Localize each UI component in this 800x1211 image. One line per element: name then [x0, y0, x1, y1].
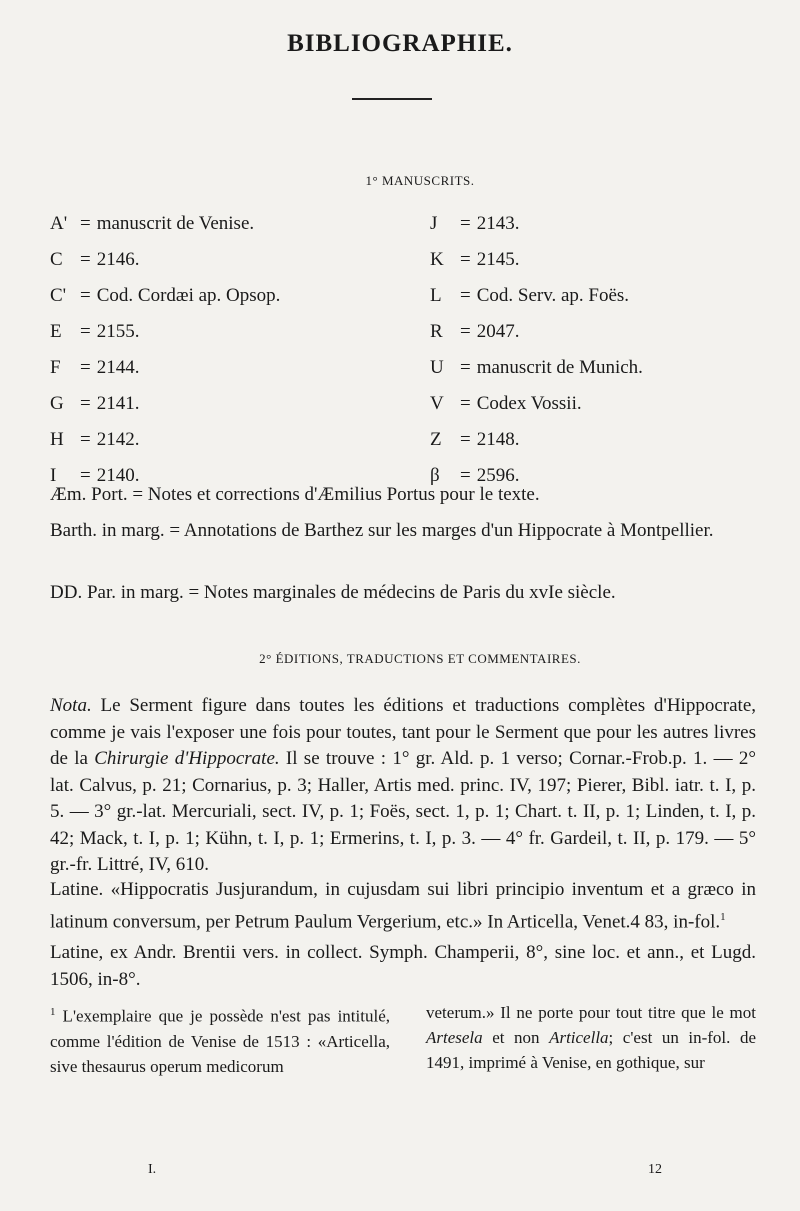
- footnote-left-text: L'exemplaire que je possède n'est pas intitulé, comme l'édition de Venise de 1513 : «Articella, sive thesaurus operum medicorum: [50, 1006, 390, 1076]
- manuscript-sigil: C': [50, 285, 67, 306]
- manuscript-equals: =: [80, 393, 91, 414]
- manuscript-description: 2140.: [96, 465, 140, 486]
- manuscript-sigil: U: [430, 357, 444, 378]
- latine-1-text: Latine. «Hippocratis Jusjurandum, in cujusdam sui libri principio inventum et a græco in latinum conversum, per Petrum Paulum Vergerium, etc.» In Articella, Venet.4 83, in-fol.: [50, 879, 756, 932]
- manuscript-entry-left: [50, 429, 139, 451]
- manuscript-sigil: β: [430, 465, 440, 486]
- manuscript-sigil: F: [50, 357, 61, 378]
- footnote-marker: 1: [50, 1006, 56, 1018]
- manuscript-sigil: I: [50, 465, 57, 486]
- footnote-left-column: [50, 1000, 390, 1079]
- manuscript-sigil: J: [430, 213, 438, 234]
- manuscript-equals: =: [460, 393, 471, 414]
- manuscript-entry-left: [50, 213, 254, 235]
- folio-signature: I.: [148, 1162, 157, 1177]
- nota-italic: Chirurgie d'Hippocrate.: [94, 748, 280, 769]
- page-title: BIBLIOGRAPHIE.: [287, 30, 513, 57]
- nota-paragraph: [50, 693, 756, 879]
- footnote-right-a: veterum.» Il ne porte pour tout titre que le mot: [426, 1003, 756, 1022]
- manuscript-entry-left: [50, 285, 280, 307]
- section-heading-editions: 2° ÉDITIONS, TRADUCTIONS ET COMMENTAIRES.: [259, 651, 581, 666]
- folio-page-number: 12: [648, 1162, 662, 1177]
- manuscript-equals: =: [460, 321, 471, 342]
- manuscript-entry-right: [430, 213, 519, 235]
- footnote-right-c: ; c'est un in-fol. de 1491, imprimé à Venise, en gothique, sur: [426, 1028, 756, 1072]
- manuscript-equals: =: [80, 429, 91, 450]
- manuscript-entry-right: [430, 429, 519, 451]
- nota-text-b: Il se trouve : 1° gr. Ald. p. 1 verso; Cornar.-Frob.p. 1. — 2° lat. Calvus, p. 21; Cornarius, p. 3; Haller, Artis med. princ. IV, 197; Pierer, Bibl. iatr. t. I, p. 5. — 3° gr.-lat. Mercuriali, sect. IV, p. 1; Foës, sect. 1, p. 1; Chart. t. II, p. 1; Linden, t. I, p. 42; Mack, t. I, p. 1; Kühn, t. I, p. 1; Ermerins, t. I, p. 3. — 4° fr. Gardeil, t. II, p. 179. — 5° gr.-fr. Littré, IV, 610.: [50, 748, 756, 875]
- manuscript-entry-left: [50, 357, 139, 379]
- manuscript-equals: =: [460, 285, 471, 306]
- manuscript-equals: =: [460, 465, 471, 486]
- manuscript-equals: =: [460, 357, 471, 378]
- manuscript-sigil: R: [430, 321, 443, 342]
- manuscript-entry-left: [50, 321, 139, 343]
- footnote-right-b: et non: [482, 1028, 550, 1047]
- manuscript-equals: =: [80, 465, 91, 486]
- nota-text-a: Le Serment figure dans toutes les éditions et traductions complètes d'Hippocrate, comme je vais l'exposer une fois pour toutes, tant pour le Serment que pour les autres livres de la: [50, 695, 756, 769]
- manuscript-sigil: H: [50, 429, 64, 450]
- manuscript-equals: =: [80, 249, 91, 270]
- footnote-right-i2: Articella: [549, 1028, 609, 1047]
- latine-1-paragraph: [50, 877, 756, 935]
- manuscript-sigil: E: [50, 321, 62, 342]
- manuscript-description: 2145.: [476, 249, 520, 270]
- manuscript-equals: =: [460, 249, 471, 270]
- footnote-ref: 1: [720, 910, 726, 923]
- manuscript-description: 2141.: [96, 393, 140, 414]
- manuscript-description: 2155.: [96, 321, 140, 342]
- manuscript-sigil: C: [50, 249, 63, 270]
- manuscript-description: manuscrit de Venise.: [96, 213, 255, 234]
- manuscript-description: 2142.: [96, 429, 140, 450]
- manuscript-entry-right: [430, 393, 582, 415]
- manuscript-entry-right: [430, 249, 519, 271]
- manuscript-sigil: L: [430, 285, 442, 306]
- manuscript-description: 2047.: [476, 321, 520, 342]
- manuscript-entry-right: [430, 357, 643, 379]
- section-heading-manuscripts: 1° MANUSCRITS.: [365, 173, 475, 188]
- manuscript-sigil: A': [50, 213, 68, 234]
- manuscript-equals: =: [80, 321, 91, 342]
- manuscript-equals: =: [460, 213, 471, 234]
- manuscript-sigil: K: [430, 249, 444, 270]
- manuscript-description: 2596.: [476, 465, 520, 486]
- manuscript-sigil: V: [430, 393, 444, 414]
- manuscript-description: 2144.: [96, 357, 140, 378]
- manuscript-entry-right: [430, 285, 629, 307]
- manuscript-description: 2146.: [96, 249, 140, 270]
- manuscript-entry-right: [430, 321, 519, 343]
- manuscript-sigil: Z: [430, 429, 442, 450]
- manuscript-description: 2148.: [476, 429, 520, 450]
- manuscript-equals: =: [80, 357, 91, 378]
- nota-lead: Nota.: [50, 695, 92, 716]
- latine-2-paragraph: Latine, ex Andr. Brentii vers. in collect. Symph. Champerii, 8°, sine loc. et ann., et Lugd. 1506, in-8°.: [50, 942, 756, 990]
- manuscript-equals: =: [80, 285, 91, 306]
- manuscript-sigil: G: [50, 393, 64, 414]
- manuscript-description: Codex Vossii.: [476, 393, 582, 414]
- footnote-right-i1: Artesela: [426, 1028, 483, 1047]
- manuscript-equals: =: [80, 213, 91, 234]
- manuscript-description: Cod. Cordæi ap. Opsop.: [96, 285, 281, 306]
- manuscript-description: 2143.: [476, 213, 520, 234]
- manuscript-description: manuscrit de Munich.: [476, 357, 643, 378]
- footnote-right-column: [426, 1000, 756, 1075]
- manuscript-entry-left: [50, 393, 139, 415]
- manuscript-entry-left: [50, 249, 139, 271]
- title-rule: [352, 98, 432, 100]
- abbrev-dd-par: DD. Par. in marg. = Notes marginales de médecins de Paris du xvIe siècle.: [50, 582, 616, 603]
- abbrev-aem-port: Æm. Port. = Notes et corrections d'Æmilius Portus pour le texte.: [50, 484, 540, 505]
- manuscript-equals: =: [460, 429, 471, 450]
- abbrev-barth: Barth. in marg. = Annotations de Barthez sur les marges d'un Hippocrate à Montpellier.: [50, 520, 714, 541]
- manuscript-description: Cod. Serv. ap. Foës.: [476, 285, 630, 306]
